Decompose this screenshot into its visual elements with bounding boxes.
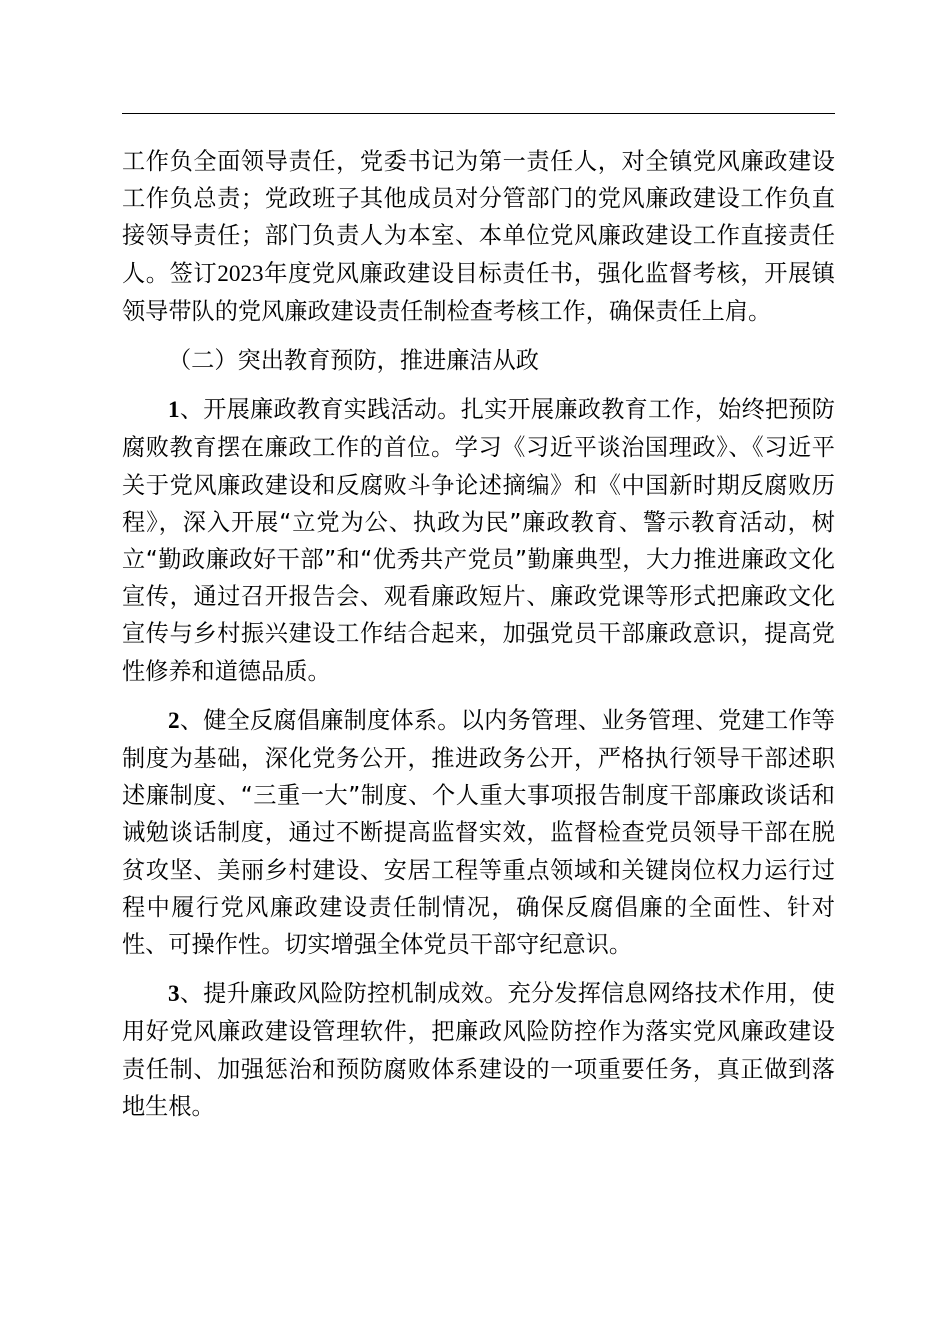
item-text: 、开展廉政教育实践活动。扎实开展廉政教育工作，始终把预防腐败教育摆在廉政工作的首位。学习《习近平谈治国理政》、《习近平关于党风廉政建设和反腐败斗争论述摘编》和《中国新时期反腐败历程》，深入开展“立党为公、执政为民”廉政教育、警示教育活动，树立“勤政廉政好干部”和“优秀共产党员”勤廉典型，大力推进廉政文化宣传，通过召开报告会、观看廉政短片、廉政党课等形式把廉政文化宣传与乡村振兴建设工作结合起来，加强党员干部廉政意识，提高党性修养和道德品质。 [122, 396, 835, 685]
item-text: 、提升廉政风险防控机制成效。充分发挥信息网络技术作用，使用好党风廉政建设管理软件，把廉政风险防控作为落实党风廉政建设责任制、加强惩治和预防腐败体系建设的一项重要任务，真正做到落地生根。 [122, 980, 835, 1120]
year-value: 2023 [217, 260, 264, 287]
document-body [122, 143, 835, 1125]
item-number: 3 [168, 981, 180, 1008]
paragraph-text: 年度党风廉政建设目标责任书，强化监督考核，开展镇领导带队的党风廉政建设责任制检查考核工作，确保责任上肩。 [122, 259, 835, 325]
item-number: 2 [168, 707, 180, 734]
list-item [122, 975, 835, 1125]
header-rule [122, 113, 835, 114]
item-text: 、健全反腐倡廉制度体系。以内务管理、业务管理、党建工作等制度为基础，深化党务公开，推进政务公开，严格执行领导干部述职述廉制度、“三重一大”制度、个人重大事项报告制度干部廉政谈话和诫勉谈话制度，通过不断提高监督实效，监督检查党员领导干部在脱贫攻坚、美丽乡村建设、安居工程等重点领域和关键岗位权力运行过程中履行党风廉政建设责任制情况，确保反腐倡廉的全面性、针对性、可操作性。切实增强全体党员干部守纪意识。 [122, 706, 835, 959]
list-item [122, 702, 835, 963]
item-number: 1 [168, 397, 180, 424]
paragraph-text: 工作负全面领导责任，党委书记为第一责任人，对全镇党风廉政建设工作负总责；党政班子其他成员对分管部门的党风廉政建设工作负直接领导责任；部门负责人为本室、本单位党风廉政建设工作直接责任人。签订 [122, 148, 835, 287]
paragraph-responsibility [122, 143, 835, 330]
list-item [122, 391, 835, 690]
section-heading: （二）突出教育预防，推进廉洁从政 [168, 347, 539, 375]
